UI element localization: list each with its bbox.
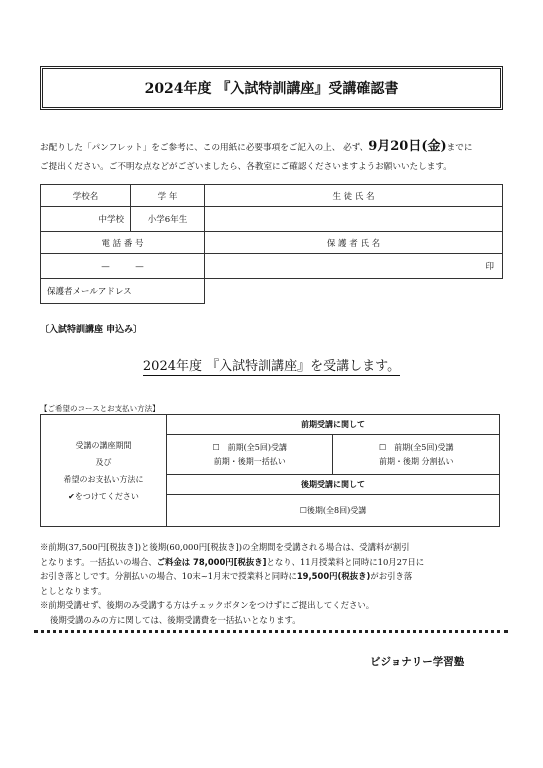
- note-lump-sum-price: ご料金は 78,000円[税抜き]: [156, 556, 267, 567]
- option-installment[interactable]: [333, 435, 500, 475]
- phone-field[interactable]: — —: [41, 254, 205, 279]
- option-second-term[interactable]: ☐後期(全8回)受講: [167, 495, 500, 527]
- option-lump-sum-title: ☐ 前期(全5回)受講: [212, 442, 287, 452]
- title-text: 2024年度 『入試特訓講座』受講確認書: [144, 81, 399, 97]
- header-phone: 電 話 番 号: [41, 232, 205, 254]
- option-installment-title: ☐ 前期(全5回)受講: [378, 442, 454, 452]
- header-school: 学校名: [41, 185, 131, 207]
- note-installment-price: 19,500円(税抜き): [296, 571, 371, 581]
- option-lump-sum[interactable]: [167, 435, 333, 475]
- apply-statement: [40, 355, 503, 374]
- dotted-divider: [34, 630, 508, 633]
- intro-line1-a: お配りした「パンフレット」をご参考に、この用紙に必要事項をご記入の上、 必ず、: [40, 143, 369, 153]
- header-guardian-name: 保 護 者 氏 名: [205, 232, 503, 254]
- school-field[interactable]: 中学校: [41, 207, 131, 232]
- notes: [40, 540, 510, 627]
- note-line: となります。一括払いの場合、: [40, 556, 157, 567]
- guardian-name-field[interactable]: [205, 254, 503, 279]
- intro-text: [40, 137, 510, 177]
- first-term-header: 前期受講に関して: [167, 415, 500, 435]
- header-student-name: 生 徒 氏 名: [205, 185, 503, 207]
- section-heading: 〔入試特訓講座 申込み〕: [40, 325, 143, 335]
- course-label: 【ご希望のコースとお支払い方法】: [40, 404, 160, 413]
- header-grade: 学 年: [131, 185, 205, 207]
- instruction-line: 希望のお支払い方法に: [63, 474, 144, 484]
- option-installment-desc: 前期・後期 分割払い: [378, 456, 454, 466]
- seal-mark: 印: [485, 262, 494, 272]
- apply-text: 2024年度 『入試特訓講座』を受講します。: [142, 359, 401, 374]
- course-instructions: [41, 415, 167, 527]
- grade-field[interactable]: 小学6年生: [131, 207, 205, 232]
- option-lump-sum-desc: 前期・後期一括払い: [213, 456, 286, 466]
- document-title: [40, 66, 503, 110]
- second-term-header: 後期受講に関して: [167, 475, 500, 495]
- student-name-field[interactable]: [205, 207, 503, 232]
- note-line: としとなります。: [40, 585, 107, 596]
- note-line: お引き落としです。分割払いの場合、10末~1月末で授業料と同時に: [40, 571, 297, 581]
- instruction-line: ✔をつけてください: [68, 491, 139, 501]
- info-table: [40, 184, 503, 304]
- email-label: 保護者メールアドレス: [41, 279, 205, 304]
- note-line: となり、11月授業料と同時に10月27日に: [266, 556, 425, 567]
- note-line: ※前期(37,500円[税抜き])と後期(60,000円[税抜き])の全期間を受講される場合は、受講料が割引: [40, 542, 410, 552]
- intro-line1-b: までに: [446, 143, 473, 153]
- instruction-line: 及び: [95, 457, 112, 467]
- note-line: がお引き落: [370, 571, 413, 581]
- deadline-date: 9月20日(金): [368, 139, 447, 154]
- school-name: ビジョナリー学習塾: [370, 656, 465, 668]
- intro-line2: ご提出ください。ご不明な点などがございましたら、各教室にご確認くださいますようお願いいたします。: [40, 162, 452, 172]
- note-line: ※前期受講せず、後期のみ受講する方はチェックボタンをつけずにご提出してください。: [40, 600, 375, 610]
- instruction-line: 受講の講座期間: [75, 440, 132, 450]
- note-line: 後期受講のみの方に関しては、後期受講費を一括払いとなります。: [50, 614, 301, 625]
- course-table: [40, 414, 500, 527]
- email-field[interactable]: [205, 279, 503, 304]
